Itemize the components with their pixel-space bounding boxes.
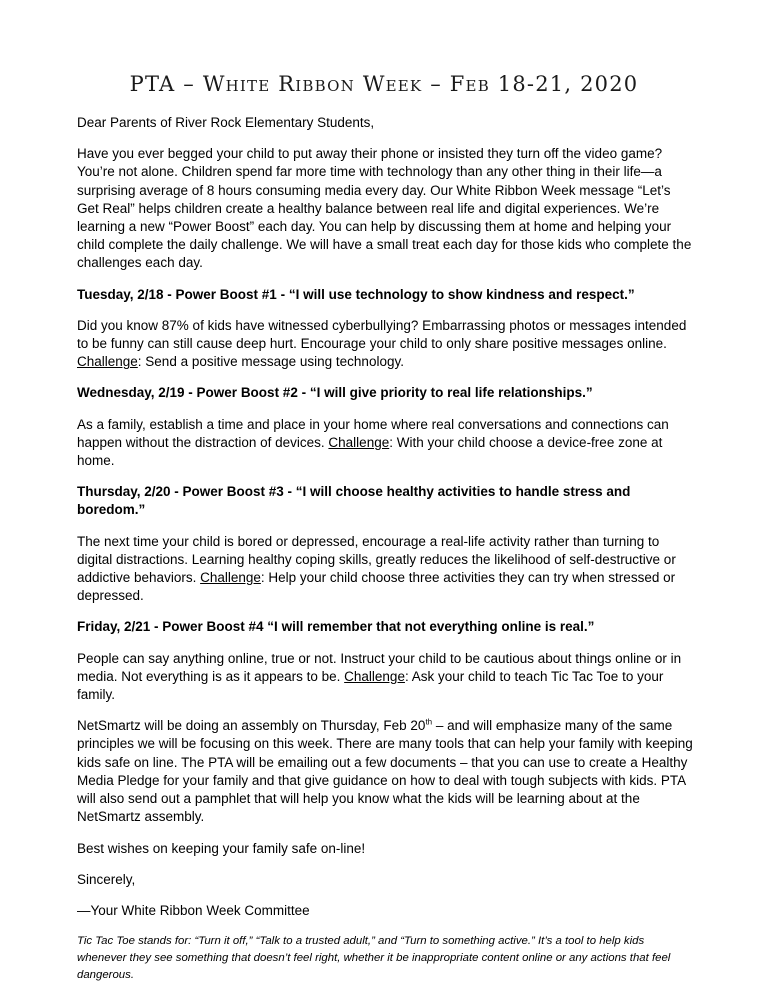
day-heading-friday: Friday, 2/21 - Power Boost #4 “I will remember that not everything online is real.” — [77, 619, 595, 635]
greeting: Dear Parents of River Rock Elementary Students, — [77, 115, 375, 130]
day-heading-thursday: Thursday, 2/20 - Power Boost #3 - “I will choose healthy activities to handle stress and boredom.” — [77, 484, 631, 518]
day-text: Did you know 87% of kids have witnessed cyberbullying? Embarrassing photos or messages intended to be funny can still cause deep hurt. Encourage your child to only share positive messages online. — [77, 317, 687, 352]
day-paragraph-tuesday — [77, 317, 695, 372]
day-text: As a family, establish a time and place in your home where real conversations and connections can happen without the distraction of devices. — [77, 416, 669, 450]
day-text: The next time your child is bored or depressed, encourage a real-life activity rather than turning to digital distractions. Learning healthy coping skills, greatly reduces the likelihood of self-destructive or addictive behaviors. — [77, 533, 676, 586]
signature: —Your White Ribbon Week Committee — [77, 902, 310, 918]
challenge-text: : Help your child choose three activities they can try when stressed or depressed. — [77, 570, 676, 604]
day-heading-tuesday: Tuesday, 2/18 - Power Boost #1 - “I will use technology to show kindness and respect.” — [77, 286, 635, 302]
challenge-label: Challenge — [344, 668, 405, 684]
day-heading-wednesday: Wednesday, 2/19 - Power Boost #2 - “I will give priority to real life relationships.” — [77, 385, 593, 401]
challenge-label: Challenge — [77, 354, 138, 370]
day-paragraph-wednesday — [77, 416, 695, 471]
assembly-text-end: – and will emphasize many of the same principles we will be focusing on this week. There are many tools that can help your family with keeping kids safe on line. The PTA will be emailing out a few documents – that you can use to create a Healthy Media Pledge for your family and that give guidance on how to deal with tough subjects with kids. PTA will also send out a pamphlet that will help you know what the kids will be learning about at the NetSmartz assembly. — [77, 718, 693, 825]
assembly-paragraph — [77, 717, 695, 826]
intro-paragraph: Have you ever begged your child to put away their phone or insisted they turn off the video game? You’re not alone. Children spend far more time with technology than any other thing in their life—a surprising average of 8 hours consuming media every day. Our White Ribbon Week message “Let’s Get Real” helps children create a healthy balance between real life and digital experiences. We’re learning a new “Power Boost” each day. You can help by discussing them at home and helping your child complete the daily challenge. We will have a small treat each day for those kids who complete the challenges each day. — [77, 146, 692, 271]
ordinal-suffix: th — [425, 717, 433, 727]
challenge-text: : With your child choose a device-free zone at home. — [77, 434, 663, 469]
challenge-text: : Send a positive message using technology. — [137, 354, 404, 370]
challenge-label: Challenge — [200, 570, 261, 586]
challenge-text: : Ask your child to teach Tic Tac Toe to your family. — [77, 668, 664, 703]
day-text: People can say anything online, true or not. Instruct your child to be cautious about things online or in media. Not everything is as it appears to be. — [77, 650, 682, 684]
letter-body — [77, 114, 695, 997]
challenge-label: Challenge — [328, 434, 390, 450]
day-paragraph-thursday — [77, 533, 695, 606]
closing: Sincerely, — [77, 871, 136, 887]
assembly-text-start: NetSmartz will be doing an assembly on Thursday, Feb 20 — [77, 718, 426, 734]
best-wishes: Best wishes on keeping your family safe on-line! — [77, 840, 366, 856]
page-title: PTA – White Ribbon Week – Feb 18-21, 2020 — [129, 72, 639, 96]
day-paragraph-friday — [77, 650, 695, 705]
footnote: Tic Tac Toe stands for: “Turn it off,” “Talk to a trusted adult,” and “Turn to something active.” It’s a tool to help kids whenever they see something that doesn’t feel right, whether it be inappropriate content online or any actions that feel dangerous. — [77, 935, 671, 982]
